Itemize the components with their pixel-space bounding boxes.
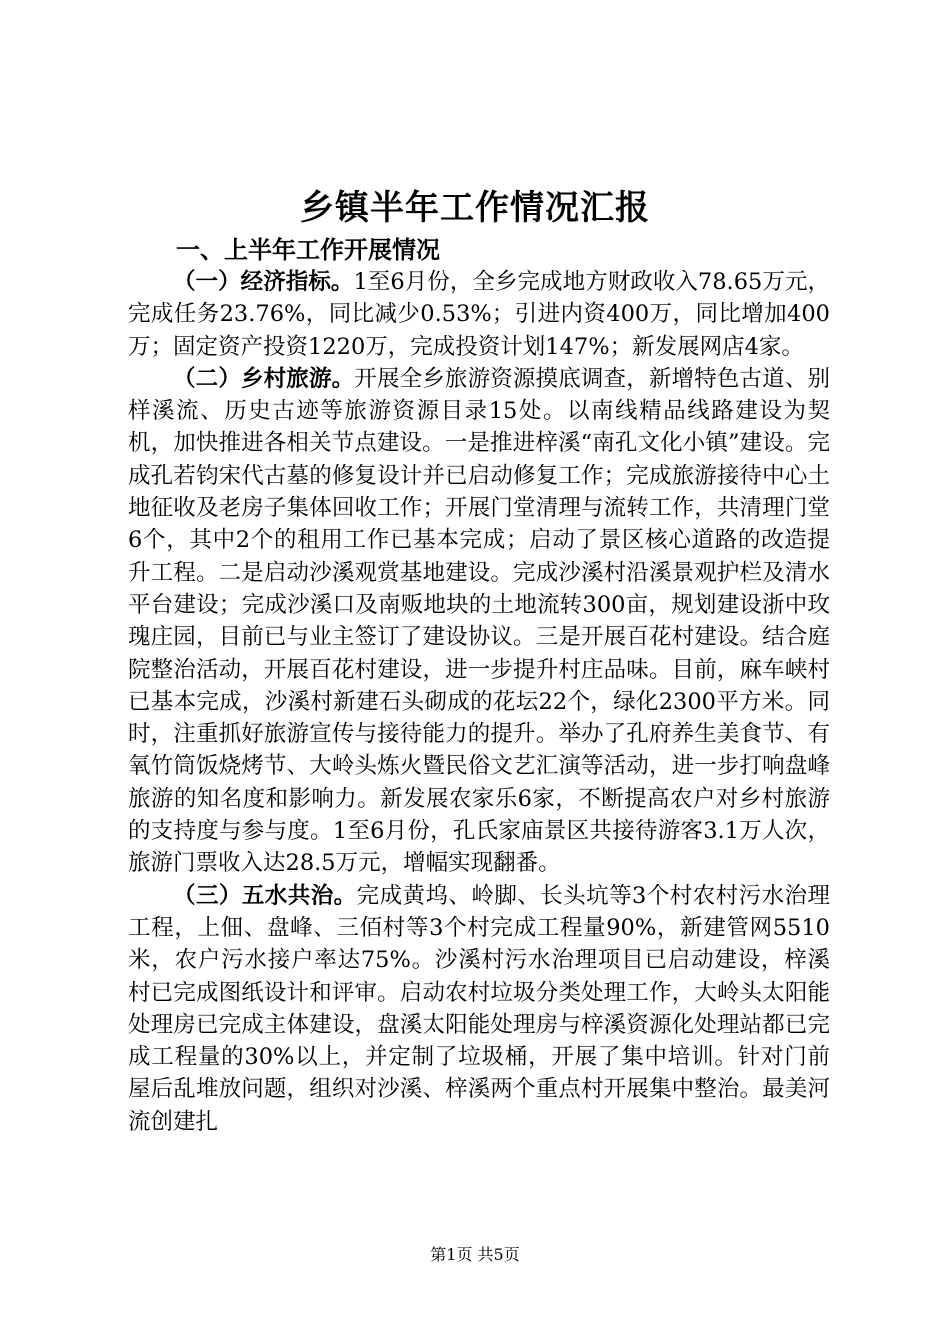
- paragraph-text: 1至6月份，全乡完成地方财政收入78.65万元，完成任务23.76%，同比减少0.53%；引进内资400万，同比增加400万；固定资产投资1220万，完成投资计划147%；新发展网店4家。: [128, 269, 830, 360]
- paragraph-lead: （二）乡村旅游。: [173, 365, 355, 392]
- paragraph-text: 完成黄坞、岭脚、长头坑等3个村农村污水治理工程，上佃、盘峰、三佰村等3个村完成工程量90%，新建管网5510米，农户污水接户率达75%。沙溪村污水治理项目已启动建设，梓溪村已完成图纸设计和评审。启动农村垃圾分类处理工作，大岭头太阳能处理房已完成主体建设，盘溪太阳能处理房与梓溪资源化处理站都已完成工程量的30%以上，并定制了垃圾桶，开展了集中培训。针对门前屋后乱堆放问题，组织对沙溪、梓溪两个重点村开展集中整治。最美河流创建扎: [128, 882, 830, 1135]
- paragraph-water-governance: [128, 880, 830, 1138]
- paragraph-lead: （三）五水共治。: [173, 882, 357, 909]
- paragraph-text: 开展全乡旅游资源摸底调查，新增特色古道、别样溪流、历史古迹等旅游资源目录15处。以南线精品线路建设为契机，加快推进各相关节点建设。一是推进梓溪“南孔文化小镇”建设。完成孔若钧宋代古墓的修复设计并已启动修复工作；完成旅游接待中心土地征收及老房子集体回收工作；开展门堂清理与流转工作，共清理门堂6个，其中2个的租用工作已基本完成；启动了景区核心道路的改造提升工程。二是启动沙溪观赏基地建设。完成沙溪村沿溪景观护栏及清水平台建设；完成沙溪口及南贩地块的土地流转300亩，规划建设浙中玫瑰庄园，目前已与业主签订了建设协议。三是开展百花村建设。结合庭院整治活动，开展百花村建设，进一步提升村庄品味。目前，麻车峡村已基本完成，沙溪村新建石头砌成的花坛22个，绿化2300平方米。同时，注重抓好旅游宣传与接待能力的提升。举办了孔府养生美食节、有氧竹筒饭烧烤节、大岭头炼火暨民俗文艺汇演等活动，进一步打响盘峰旅游的知名度和影响力。新发展农家乐6家，不断提高农户对乡村旅游的支持度与参与度。1至6月份，孔氏家庙景区共接待游客3.1万人次，旅游门票收入达28.5万元，增幅实现翻番。: [128, 365, 830, 877]
- paragraph-rural-tourism: [128, 363, 830, 880]
- paragraph-lead: （一）经济指标。: [173, 269, 354, 295]
- section-heading: 一、上半年工作开展情况: [176, 236, 440, 264]
- page-footer: 第1页 共5页: [430, 1245, 520, 1264]
- document-title: 乡镇半年工作情况汇报: [300, 188, 650, 228]
- document-body: [128, 266, 830, 1138]
- paragraph-economic-indicators: [128, 266, 830, 363]
